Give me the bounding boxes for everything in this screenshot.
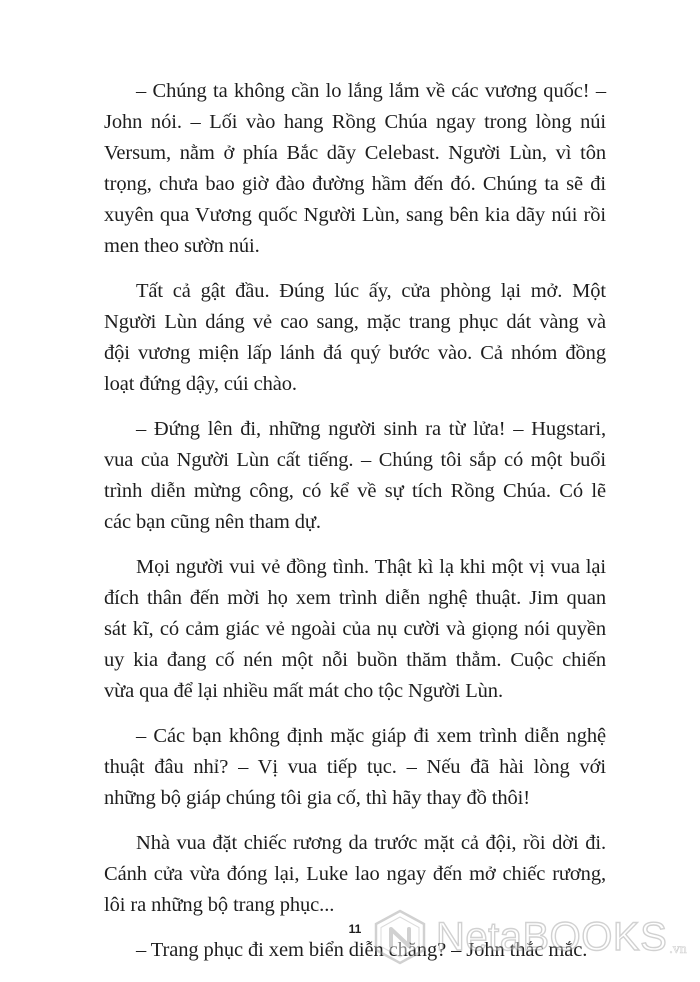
netabooks-logo-icon bbox=[372, 909, 428, 965]
text-line: Tất cả gật đầu. Đúng lúc ấy, cửa phòng lại mở. Một bbox=[136, 280, 606, 302]
text-line: – Chúng ta không cần lo lắng lắm về các vương quốc! – bbox=[136, 80, 606, 102]
text-line: – Các bạn không định mặc giáp đi xem trình diễn nghệ bbox=[136, 725, 606, 747]
text-line: thuật đâu nhỉ? – Vị vua tiếp tục. – Nếu đã hài lòng với bbox=[104, 756, 606, 778]
text-line: trình diễn mừng công, có kể về sự tích Rồng Chúa. Có lẽ bbox=[104, 480, 606, 502]
text-line: sát kĩ, có cảm giác vẻ ngoài của nụ cười và giọng nói quyền bbox=[104, 618, 606, 640]
paragraph bbox=[104, 76, 606, 262]
text-line: trọng, chưa bao giờ đào đường hầm đến đó. Chúng ta sẽ đi bbox=[104, 173, 606, 195]
watermark bbox=[372, 906, 692, 968]
text-line: vừa qua để lại nhiều mất mát cho tộc Người Lùn. bbox=[104, 680, 503, 702]
text-line: Versum, nằm ở phía Bắc dãy Celebast. Người Lùn, vì tôn bbox=[104, 142, 606, 164]
text-line: các bạn cũng nên tham dự. bbox=[104, 511, 321, 533]
text-line: lôi ra những bộ trang phục... bbox=[104, 894, 335, 916]
text-line: xuyên qua Vương quốc Người Lùn, sang bên kia dãy núi rồi bbox=[104, 204, 606, 226]
text-line: men theo sườn núi. bbox=[104, 235, 260, 257]
watermark-text: NetaBOOKS bbox=[436, 914, 668, 959]
text-line: Mọi người vui vẻ đồng tình. Thật kì lạ khi một vị vua lại bbox=[136, 556, 606, 578]
text-line: loạt đứng dậy, cúi chào. bbox=[104, 373, 297, 395]
paragraph bbox=[104, 721, 606, 814]
page-number: 11 bbox=[348, 922, 362, 936]
text-line: John nói. – Lối vào hang Rồng Chúa ngay trong lòng núi bbox=[104, 111, 606, 133]
watermark-suffix: .vn bbox=[669, 942, 687, 957]
paragraph bbox=[104, 552, 606, 707]
text-line: đội vương miện lấp lánh đá quý bước vào. Cả nhóm đồng bbox=[104, 342, 606, 364]
text-line: Người Lùn dáng vẻ cao sang, mặc trang phục dát vàng và bbox=[104, 311, 606, 333]
body-text bbox=[104, 76, 606, 980]
paragraph bbox=[104, 276, 606, 400]
text-line: Nhà vua đặt chiếc rương da trước mặt cả đội, rồi dời đi. bbox=[136, 832, 606, 854]
text-line: – Trang phục đi xem biển diễn chăng? – John thắc mắc. bbox=[136, 939, 588, 961]
text-line: – Đứng lên đi, những người sinh ra từ lửa! – Hugstari, bbox=[136, 418, 606, 440]
text-line: đích thân đến mời họ xem trình diễn nghệ thuật. Jim quan bbox=[104, 587, 606, 609]
text-line: vua của Người Lùn cất tiếng. – Chúng tôi sắp có một buổi bbox=[104, 449, 606, 471]
text-line: Cánh cửa vừa đóng lại, Luke lao ngay đến mở chiếc rương, bbox=[104, 863, 606, 885]
text-line: những bộ giáp chúng tôi gia cố, thì hãy thay đồ thôi! bbox=[104, 787, 530, 809]
text-line: uy kia đang cố nén một nỗi buồn thăm thẳm. Cuộc chiến bbox=[104, 649, 606, 671]
paragraph bbox=[104, 414, 606, 538]
